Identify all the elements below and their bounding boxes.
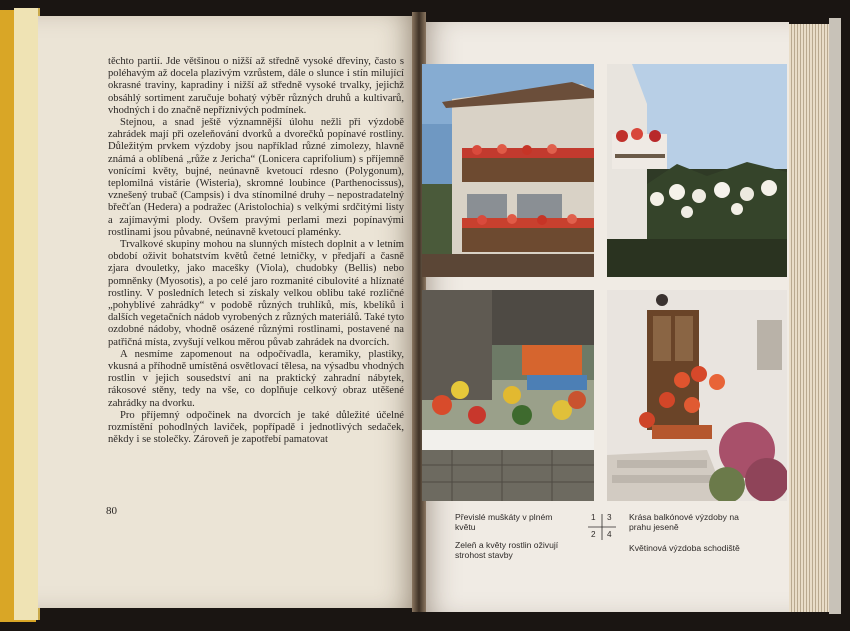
caption-3: Krása balkónové výzdoby na prahu jeseně [629,512,739,533]
paragraph: Pro příjemný odpočinek na dvorcích je také důležité účelné rozmístění pohodlných laviček, popřípadě i jednotlivých sedaček, někdy i se stolečky. Zároveň je zapotřebí pamatovat [108,409,404,446]
page-block-left [14,8,40,620]
page-number: 80 [106,505,117,517]
page-block-right [789,24,829,612]
paragraph: A nesmíme zapomenout na odpočívadla, keramiky, plastiky, vkusná a příhodně umístěná osvětlovací tělesa, na výsadbu vhodných rostlin v jejich sousedství ani na praktický zahradní nábytek, rákosové stěny, tedy na vše, co doplňuje celkový obraz utěšené zahrádky na dvorku. [108,348,404,409]
book-cover-right [829,18,841,614]
key-1: 1 [591,513,596,522]
key-3: 3 [607,513,612,522]
key-2: 2 [591,530,596,539]
photo-autumn-balcony [607,64,787,277]
caption-4: Květinová výzdoba schodiště [629,543,740,553]
photo-position-key [586,512,618,542]
paragraph: Stejnou, a snad ještě významnější úlohu nežli při výzdobě zahrádek mají při ozeleňování dvorků a dvorečků popínavé rostliny. Důležitým prvkem výzdoby jsou například různé zimolezy, hlavně známá a oblíbená „růže z Jericha“ (Lonicera caprifolium) s příjemně vonícími květy, bujné, neúnavně kvetoucí rdesno (Polygonum), teplomilná vistárie (Wisteria), skromné loubince (Parthenocissus), vznešený trubač (Campsis) i dva stínomilné druhy – nepostradatelný břečťan (Hedera) a podražec (Aristolochia) s velkými srdčitými listy a zajímavými plody. Ovšem pravými perlami mezi popínavými rostlinami jsou půvabné, neúnavně kvetoucí plaménky. [108,117,404,238]
key-4: 4 [607,530,612,539]
photo-stone-wall-planters [422,290,594,501]
photo-staircase-flowers [607,290,787,501]
paragraph: Trvalkové skupiny mohou na slunných místech doplnit a v letním období oživit bohatstvím květů četné letničky, v předjaří a časně zjara dvouletky, jako macešky (Viola), chudobky (Bellis) nebo pomněnky (Myosotis), a po celé jaro rozmanité cibulovité a hlíznaté rostliny. V posledních letech si získaly velkou oblibu také rozličné „pohyblivé zahrádky“ v podobě různých truhlíků, mís, kbelíků i dalších vegetačních nádob vyrobených z různých materiálů. Také tyto ozdobné nádoby, vhodně osázené různými rostlinami, postavené na patřičná místa, zvyšují velkou měrou půvab zahrádek na dvorcích. [108,239,404,348]
photo-balcony-geraniums [422,64,594,277]
caption-2: Zeleň a květy rostlin oživují strohost stavby [455,540,559,561]
paragraph: těchto partií. Jde většinou o nižší až středně vysoké dřeviny, často s poléhavým až docela plazivým vzrůstem, dále o slunce i stín milující okrasné traviny, kapradiny i nižší až středně vysoké trvalky, jejichž obsáhlý sortiment zaručuje bohatý výběr různých druhů a kultivarů, vhodných i do značně nepříznivých podmínek. [108,56,404,116]
body-text [108,56,404,447]
caption-1: Převislé muškáty v plném květu [455,512,553,533]
